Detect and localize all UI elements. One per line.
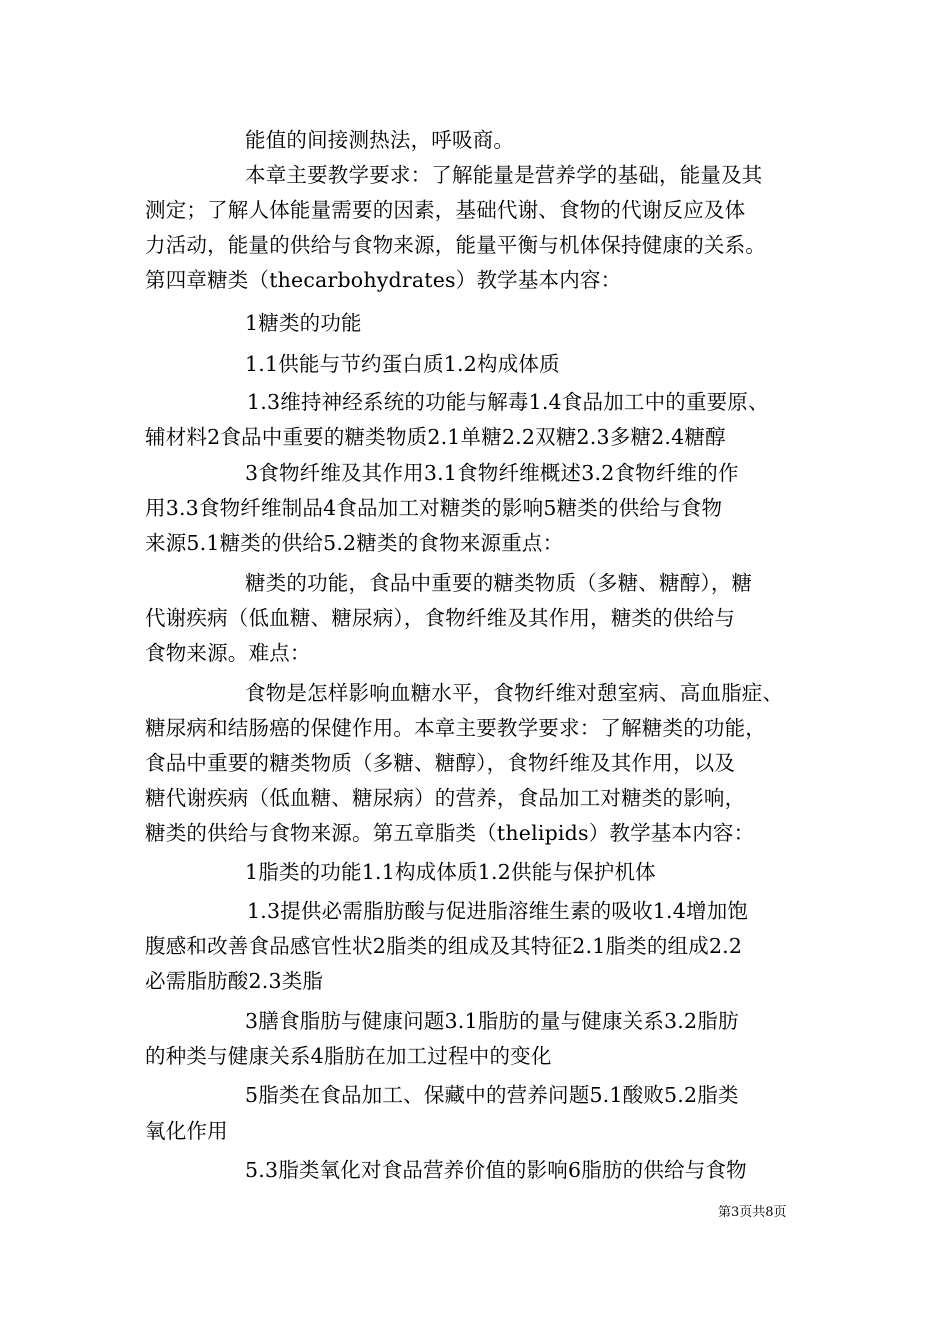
text-line-19: 糖代谢疾病（低血糖、糖尿病）的营养，食品加工对糖类的影响， (145, 786, 746, 810)
chapter-5-heading: 糖类的供给与食物来源。第五章脂类（thelipids）教学基本内容： (145, 821, 755, 845)
text-line-10: 3食物纤维及其作用3.1食物纤维概述3.2食物纤维的作 (245, 461, 739, 485)
text-line-17: 糖尿病和结肠癌的保健作用。本章主要教学要求：了解糖类的功能， (145, 716, 766, 740)
text-line-7: 1.1供能与节约蛋白质1.2构成体质 (245, 352, 560, 376)
text-line-25: 3膳食脂肪与健康问题3.1脂肪的量与健康关系3.2脂肪 (245, 1009, 739, 1033)
page-number: 第3页共8页 (718, 1205, 787, 1220)
text-line-6: 1糖类的功能 (245, 311, 362, 335)
text-line-14: 代谢疾病（低血糖、糖尿病），食物纤维及其作用，糖类的供给与 (145, 606, 736, 630)
text-line-29: 5.3脂类氧化对食品营养价值的影响6脂肪的供给与食物 (245, 1158, 747, 1182)
text-line-13: 糖类的功能，食品中重要的糖类物质（多糖、糖醇），糖 (245, 571, 753, 595)
text-line-8: 1.3维持神经系统的功能与解毒1.4食品加工中的重要原、 (247, 390, 769, 414)
text-line-2: 本章主要教学要求：了解能量是营养学的基础，能量及其 (245, 163, 763, 187)
text-line-27: 5脂类在食品加工、保藏中的营养问题5.1酸败5.2脂类 (245, 1083, 739, 1107)
text-line-12: 来源5.1糖类的供给5.2糖类的食物来源重点： (145, 531, 564, 555)
text-line-23: 腹感和改善食品感官性状2脂类的组成及其特征2.1脂类的组成2.2 (145, 934, 743, 958)
text-line-11: 用3.3食物纤维制品4食品加工对糖类的影响5糖类的供给与食物 (145, 496, 723, 520)
text-line-22: 1.3提供必需脂肪酸与促进脂溶维生素的吸收1.4增加饱 (247, 899, 749, 923)
text-line-18: 食品中重要的糖类物质（多糖、糖醇），食物纤维及其作用，以及 (145, 751, 736, 775)
text-line-16: 食物是怎样影响血糖水平，食物纤维对憩室病、高血脂症、 (245, 681, 784, 705)
text-line-21: 1脂类的功能1.1构成体质1.2供能与保护机体 (245, 860, 656, 884)
text-line-24: 必需脂肪酸2.3类脂 (145, 969, 324, 993)
text-line-15: 食物来源。难点： (145, 641, 311, 665)
text-line-28: 氧化作用 (145, 1119, 228, 1143)
text-line-1: 能值的间接测热法，呼吸商。 (245, 128, 515, 152)
text-line-9: 辅材料2食品中重要的糖类物质2.1单糖2.2双糖2.3多糖2.4糖醇 (145, 425, 726, 449)
text-line-4: 力活动，能量的供给与食物来源，能量平衡与机体保持健康的关系。 (145, 233, 766, 257)
chapter-4-heading: 第四章糖类（thecarbohydrates）教学基本内容： (145, 268, 622, 292)
text-line-26: 的种类与健康关系4脂肪在加工过程中的变化 (145, 1044, 552, 1068)
text-line-3: 测定；了解人体能量需要的因素，基础代谢、食物的代谢反应及体 (145, 198, 746, 222)
